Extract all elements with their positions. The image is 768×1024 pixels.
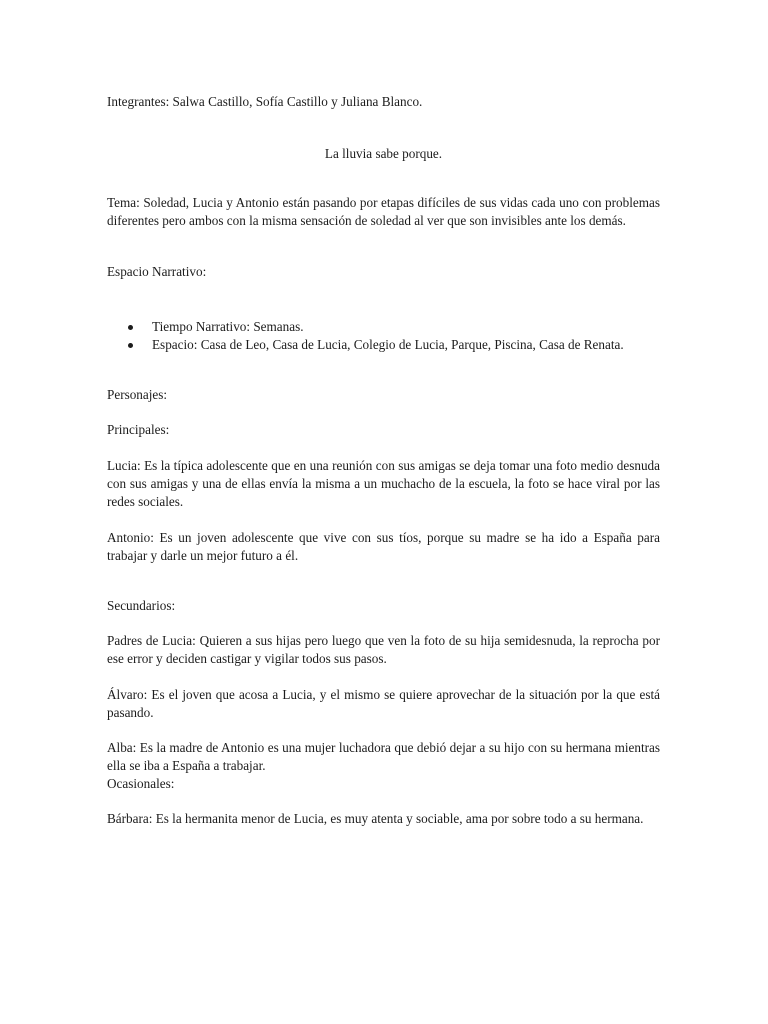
bullet-text: Tiempo Narrativo: Semanas. (152, 319, 304, 334)
secundarios-heading: Secundarios: (107, 598, 176, 613)
bullet-text: Espacio: Casa de Leo, Casa de Lucia, Colegio de Lucia, Parque, Piscina, Casa de Renata. (152, 337, 624, 352)
personajes-heading: Personajes: (107, 387, 168, 402)
antonio-paragraph: Antonio: Es un joven adolescente que vive con sus tíos, porque su madre se ha ido a España para trabajar y darle un mejor futuro a él. (107, 530, 660, 563)
document-page (107, 93, 660, 828)
principales-heading: Principales: (107, 422, 170, 437)
alba-paragraph: Alba: Es la madre de Antonio es una mujer luchadora que debió dejar a su hijo con su hermana mientras ella se iba a España a trabajar. (107, 740, 660, 773)
padres-paragraph: Padres de Lucia: Quieren a sus hijas pero luego que ven la foto de su hija semidesnuda, la reprocha por ese error y deciden castigar y vigilar todos sus pasos. (107, 633, 660, 666)
ocasionales-heading: Ocasionales: (107, 776, 175, 791)
integrantes-line: Integrantes: Salwa Castillo, Sofía Castillo y Juliana Blanco. (107, 94, 423, 109)
alvaro-paragraph: Álvaro: Es el joven que acosa a Lucia, y el mismo se quiere aprovechar de la situación por la que está pasando. (107, 687, 660, 720)
tema-paragraph: Tema: Soledad, Lucia y Antonio están pasando por etapas difíciles de sus vidas cada uno con problemas diferentes pero ambos con la misma sensación de soledad al ver que son invisibles ante los demás. (107, 195, 660, 228)
lucia-paragraph: Lucia: Es la típica adolescente que en una reunión con sus amigas se deja tomar una foto medio desnuda con sus amigas y una de ellas envía la misma a un muchacho de la escuela, la foto se hace viral por las redes sociales. (107, 458, 660, 509)
narrative-bullet-list (107, 318, 660, 354)
bullet-item-tiempo (107, 318, 660, 336)
barbara-paragraph: Bárbara: Es la hermanita menor de Lucia, es muy atenta y sociable, ama por sobre todo a su hermana. (107, 811, 644, 826)
document-title: La lluvia sabe porque. (324, 146, 443, 161)
espacio-narrativo-heading: Espacio Narrativo: (107, 264, 207, 279)
bullet-icon (128, 325, 133, 330)
bullet-item-espacio (107, 336, 660, 354)
bullet-icon (128, 343, 133, 348)
